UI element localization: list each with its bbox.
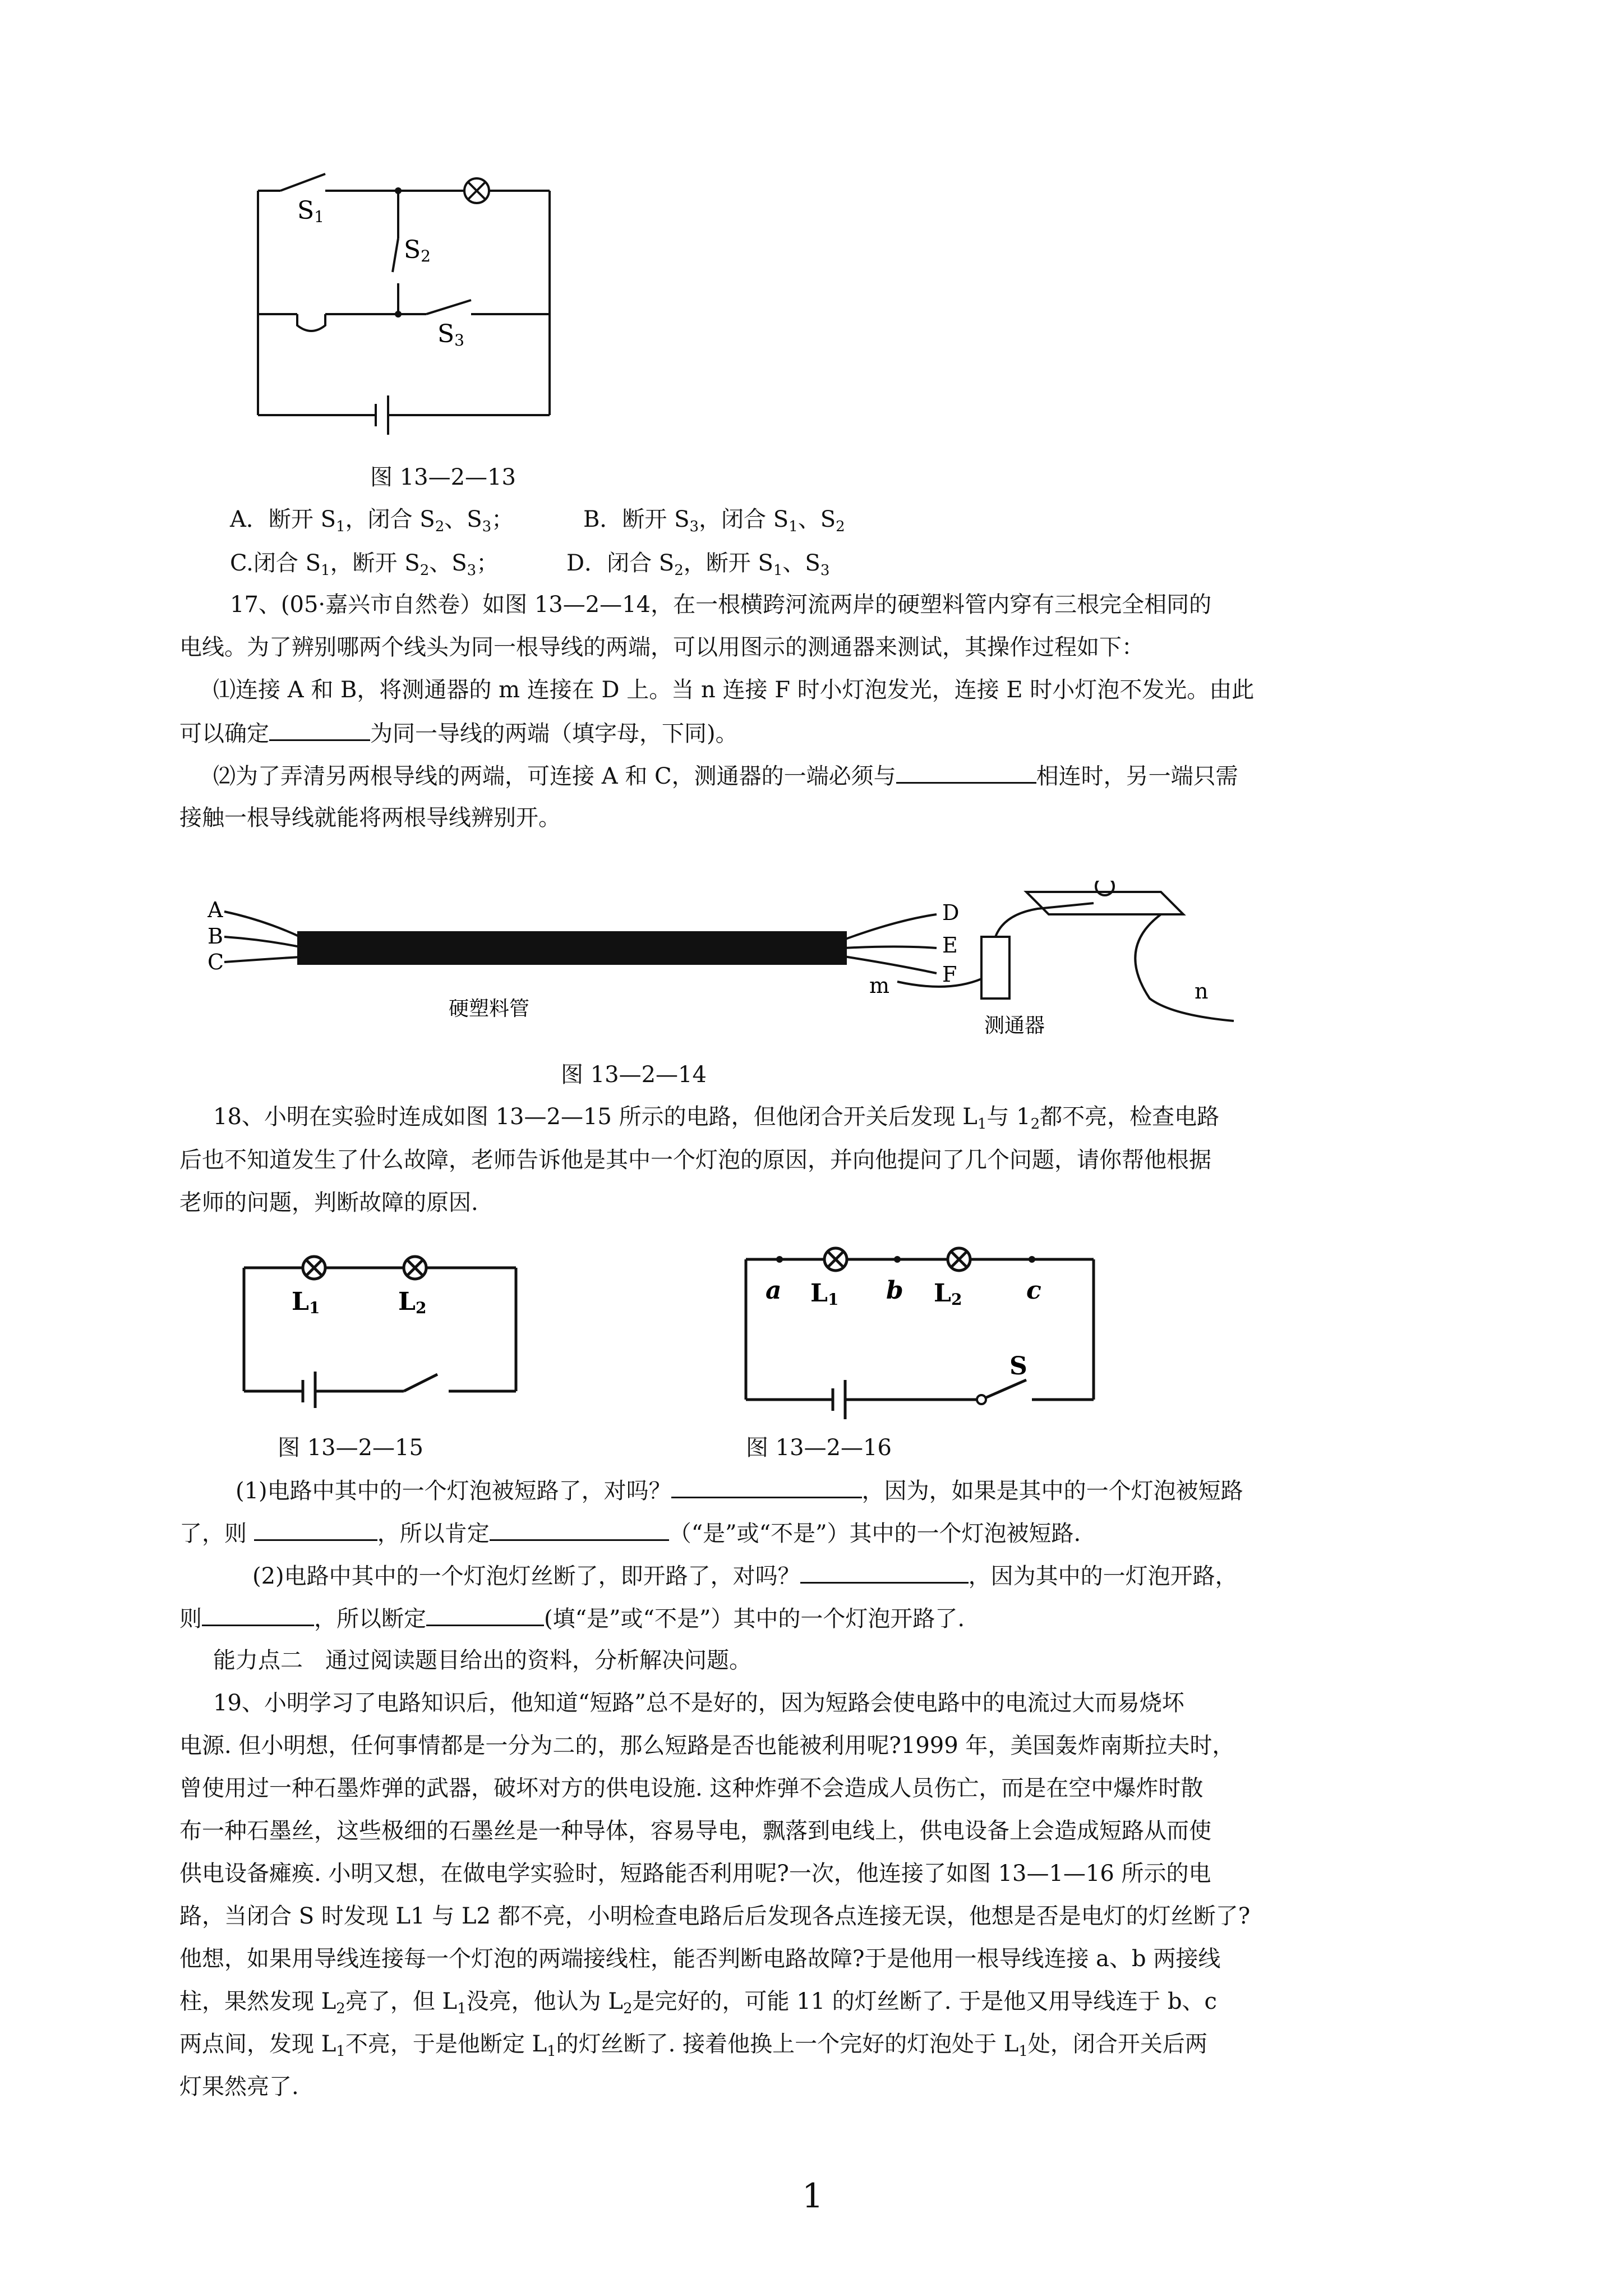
option-b: B．断开 $S_3$，闭合 $S_1$、$S_2$	[583, 507, 845, 535]
label-s: S	[1009, 1352, 1027, 1381]
label-pipe: 硬塑料管	[449, 997, 530, 1020]
answer-blank-2[interactable]	[896, 761, 1036, 784]
q17-part2-line2: 接触一根导线就能将两根导线辨别开。	[179, 805, 561, 831]
answer-blank-7[interactable]	[202, 1603, 314, 1626]
label-l1: L1	[810, 1279, 839, 1309]
q19-line6: 路，当闭合 S 时发现 L1 与 L2 都不亮，小明检查电路后后发现各点连接无误，他想是否是电灯的灯丝断了?	[179, 1903, 1251, 1929]
caption-13-2-13: 图 13—2—13	[370, 464, 516, 490]
q17-part2-line1: ⑵为了弄清另两根导线的两端，可连接 A 和 C，测通器的一端必须与 相连时，另一端只需	[213, 761, 1238, 791]
label-b-point: b	[886, 1276, 903, 1305]
q19-line10: 灯果然亮了.	[179, 2074, 299, 2100]
figure-13-2-15	[236, 1240, 538, 1408]
label-tester: 测通器	[984, 1014, 1045, 1037]
q18-part1-line1: (1)电路中其中的一个灯泡被短路了，对吗？ ，因为，如果是其中的一个灯泡被短路	[236, 1475, 1243, 1506]
label-m: m	[869, 973, 890, 998]
option-c: C.闭合 $S_1$，断开 $S_2$、$S_3$；	[230, 550, 499, 579]
label-s1: S1	[297, 196, 324, 226]
answer-blank-5[interactable]	[490, 1518, 669, 1541]
answer-blank-1[interactable]	[269, 718, 370, 741]
figure-13-2-13	[241, 157, 589, 449]
label-l1: L1	[292, 1287, 320, 1317]
answer-blank-6[interactable]	[800, 1561, 969, 1584]
page-number: 1	[802, 2177, 824, 2216]
q18-line3: 老师的问题，判断故障的原因.	[179, 1190, 478, 1216]
label-l2: L2	[398, 1287, 427, 1317]
q19-line9: 两点间，发现 $L_1$不亮，于是他断定 $L_1$的灯丝断了. 接着他换上一个完好的灯泡处于 $L_1$处，闭合开关后两	[179, 2031, 1207, 2060]
q18-line2: 后也不知道发生了什么故障，老师告诉他是其中一个灯泡的原因，并向他提问了几个问题，请你帮他根据	[179, 1147, 1211, 1173]
q19-line2: 电源. 但小明想，任何事情都是一分为二的，那么短路是否也能被利用呢?1999 年，美国轰炸南斯拉夫时，	[179, 1733, 1235, 1759]
answer-blank-4[interactable]	[254, 1518, 377, 1541]
label-a-point: a	[766, 1276, 782, 1305]
label-s2: S2	[404, 236, 431, 265]
q19-line1: 19、小明学习了电路知识后，他知道“短路”总不是好的，因为短路会使电路中的电流过大而易烧坏	[213, 1690, 1184, 1716]
answer-blank-8[interactable]	[426, 1603, 544, 1626]
q18-part2-line1: (2)电路中其中的一个灯泡灯丝断了，即开路了，对吗？ ，因为其中的一灯泡开路，	[252, 1561, 1238, 1591]
caption-13-2-15: 图 13—2—15	[278, 1435, 423, 1461]
label-n: n	[1195, 979, 1209, 1004]
q17-line1: 17、(05·嘉兴市自然卷）如图 13—2—14，在一根横跨河流两岸的硬塑料管内穿有三根完全相同的	[230, 592, 1212, 618]
label-b: B	[208, 924, 223, 949]
label-f: F	[942, 962, 957, 987]
q19-line4: 布一种石墨丝，这些极细的石墨丝是一种导体，容易导电，飘落到电线上，供电设备上会造成短路从而使	[179, 1818, 1211, 1844]
label-a: A	[208, 898, 223, 922]
caption-13-2-14: 图 13—2—14	[561, 1062, 707, 1088]
label-d: D	[942, 900, 960, 925]
figure-13-2-16	[735, 1226, 1110, 1428]
caption-13-2-16: 图 13—2—16	[746, 1435, 892, 1461]
q19-line5: 供电设备瘫痪. 小明又想，在做电学实验时，短路能否利用呢?一次，他连接了如图 13—1—16 所示的电	[179, 1861, 1211, 1887]
option-d: D．闭合 $S_2$，断开 $S_1$、$S_3$	[566, 550, 830, 579]
q17-part1-line1: ⑴连接 A 和 B，将测通器的 m 连接在 D 上。当 n 连接 F 时小灯泡发光，连接 E 时小灯泡不发光。由此	[213, 677, 1255, 703]
option-a: A．断开 $S_1$，闭合 $S_2$、$S_3$；	[230, 507, 514, 535]
q18-part1-line2: 了，则 ，所以肯定 （“是”或“不是”）其中的一个灯泡被短路.	[179, 1518, 1081, 1548]
label-c: C	[208, 950, 224, 974]
ability-point-heading: 能力点二 通过阅读题目给出的资料，分析解决问题。	[213, 1648, 751, 1673]
figure-13-2-14	[208, 881, 1273, 1049]
q19-line7: 他想，如果用导线连接每一个灯泡的两端接线柱，能否判断电路故障?于是他用一根导线连接 a、b 两接线	[179, 1946, 1221, 1972]
label-s3: S3	[437, 320, 464, 349]
q17-line2: 电线。为了辨别哪两个线头为同一根导线的两端，可以用图示的测通器来测试，其操作过程如下：	[179, 634, 1144, 660]
label-l2: L2	[934, 1279, 962, 1309]
q18-part2-line2: 则 ，所以断定 (填“是”或“不是”）其中的一个灯泡开路了.	[179, 1603, 965, 1634]
q18-line1: 18、小明在实验时连成如图 13—2—15 所示的电路，但他闭合开关后发现 $L_1$与 $1_2$都不亮，检查电路	[213, 1104, 1220, 1133]
q19-line8: 柱，果然发现 $L_2$亮了，但 $L_1$没亮，他认为 $L_2$是完好的，可能 11 的灯丝断了. 于是他又用导线连于 b、c	[179, 1989, 1217, 2017]
label-c-point: c	[1026, 1276, 1041, 1305]
label-e: E	[942, 933, 958, 958]
q17-part1-line2: 可以确定 为同一导线的两端（填字母，下同)。	[179, 718, 738, 748]
answer-blank-3[interactable]	[671, 1475, 862, 1498]
q19-line3: 曾使用过一种石墨炸弹的武器，破坏对方的供电设施. 这种炸弹不会造成人员伤亡，而是在空中爆炸时散	[179, 1775, 1204, 1801]
